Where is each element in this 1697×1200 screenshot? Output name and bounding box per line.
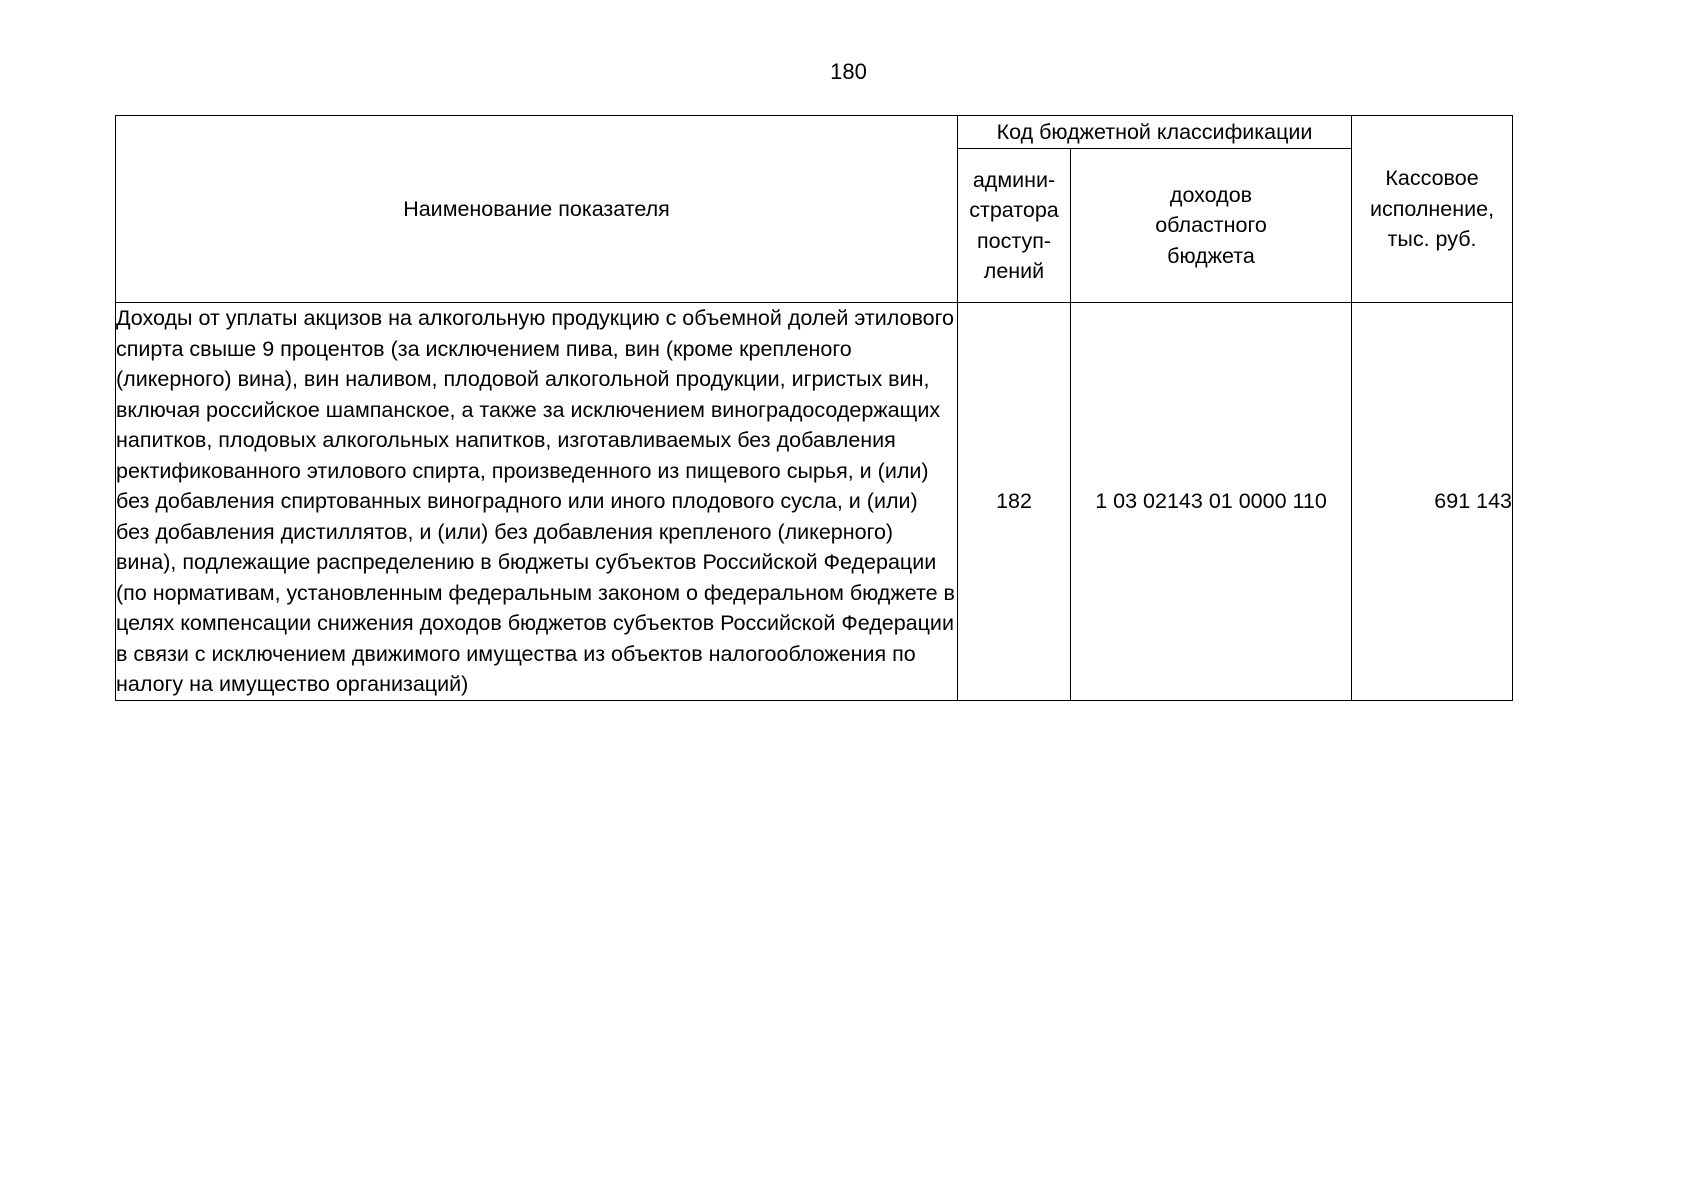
- header-income-code: [1071, 149, 1352, 303]
- header-administrator-label: админи- стратора поступ- лений: [969, 167, 1059, 283]
- header-administrator: [958, 149, 1071, 303]
- header-classification-code: Код бюджетной классификации: [958, 116, 1352, 149]
- budget-execution-table: [115, 115, 1513, 701]
- header-cash-execution-label: Кассовое исполнение, тыс. руб.: [1369, 166, 1495, 252]
- page-number: 180: [830, 59, 867, 84]
- row-administrator-code: 182: [958, 303, 1071, 701]
- row-income-code: 1 03 02143 01 0000 110: [1071, 303, 1352, 701]
- header-indicator-name: Наименование показателя: [116, 116, 958, 303]
- table-row: [116, 303, 1513, 701]
- row-indicator-name: Доходы от уплаты акцизов на алкогольную продукцию с объемной долей этилового спирта свыше 9 процентов (за исключением пива, вин (кроме крепленого (ликерного) вина), вин наливом, плодовой алкогольной продукции, игристых вин, включая российское шампанское, а также за исключением виноградосодержащих напитков, плодовых алкогольных напитков, изготавливаемых без добавления ректификованного этилового спирта, произведенного из пищевого сырья, и (или) без добавления спиртованных виноградного или иного плодового сусла, и (или) без добавления дистиллятов, и (или) без добавления крепленого (ликерного) вина), подлежащие распределению в бюджеты субъектов Российской Федерации (по нормативам, установленным федеральным законом о федеральном бюджете в целях компенсации снижения доходов бюджетов субъектов Российской Федерации в связи с исключением движимого имущества из объектов налогообложения по налогу на имущество организаций): [116, 303, 958, 701]
- header-row-top: [116, 116, 1513, 149]
- row-cash-execution-amount: 691 143: [1352, 303, 1513, 701]
- header-cash-execution: [1352, 116, 1513, 303]
- header-income-code-label: доходов областного бюджета: [1155, 182, 1267, 268]
